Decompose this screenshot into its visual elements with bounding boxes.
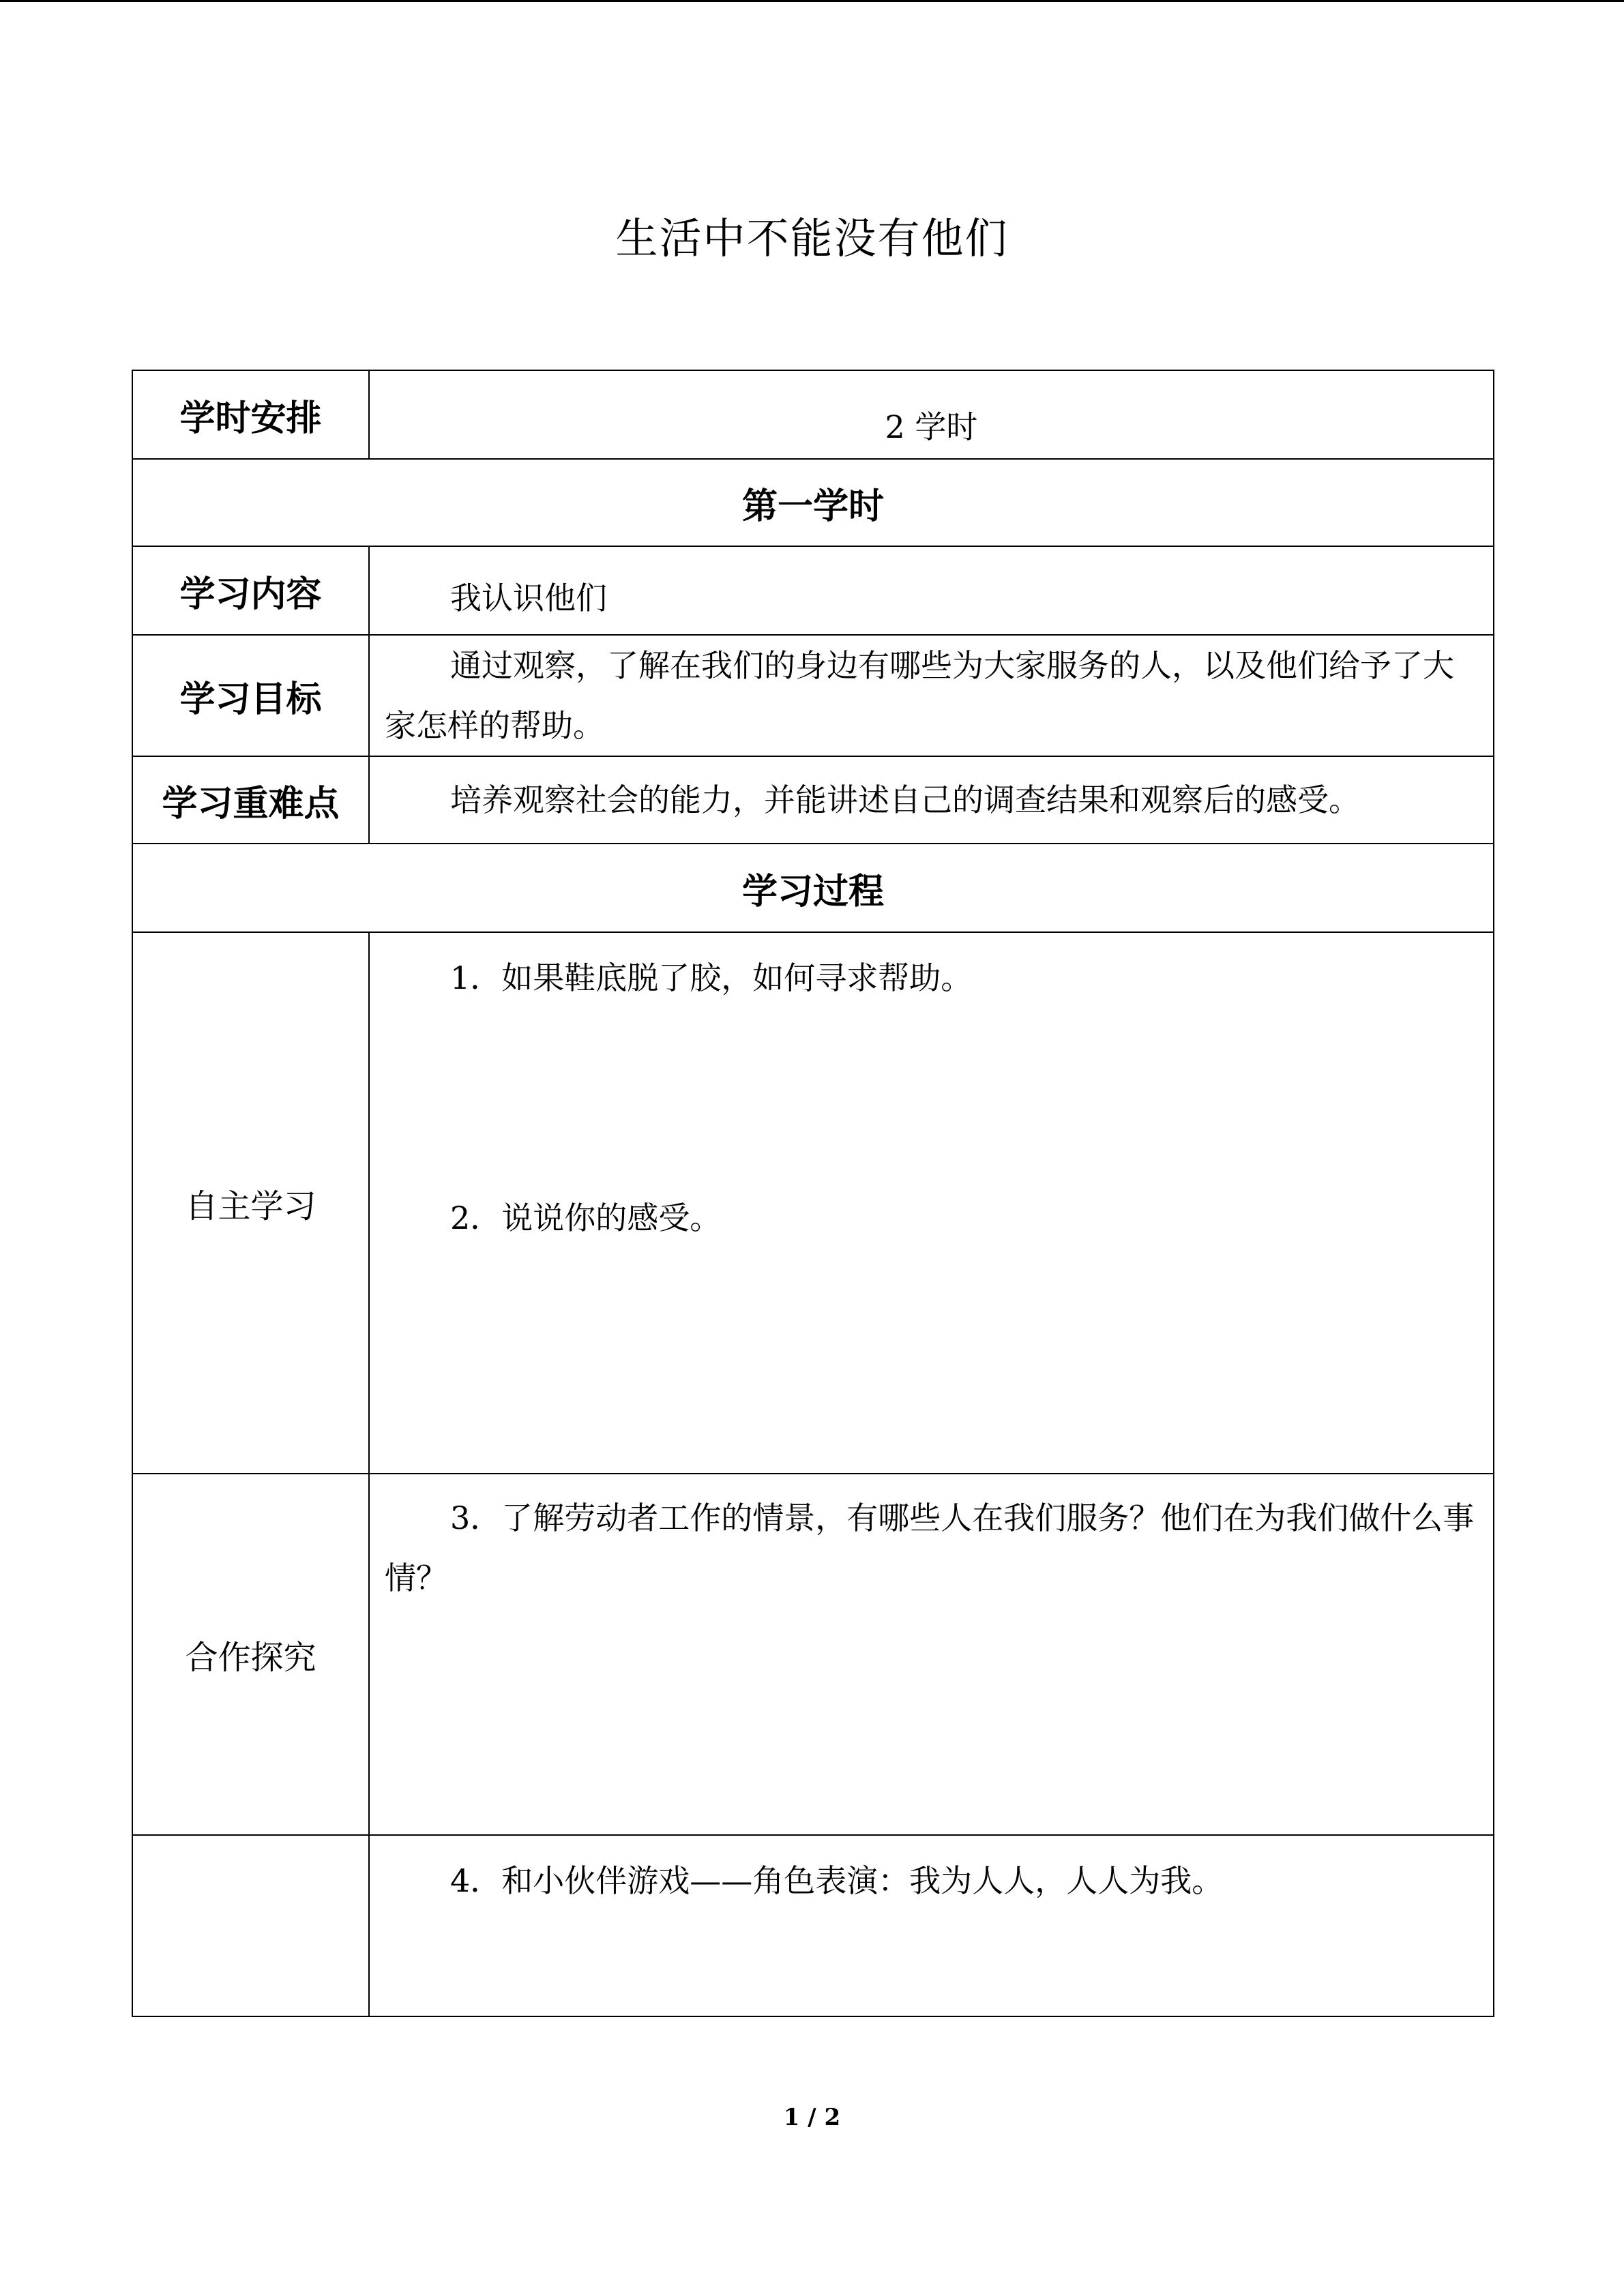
self-study-question-1: 1．如果鞋底脱了胶，如何寻求帮助。 bbox=[450, 959, 973, 996]
role-play-content bbox=[369, 1835, 1494, 2016]
self-study-label: 自主学习 bbox=[132, 932, 369, 1474]
table-row-process-header bbox=[132, 844, 1494, 932]
table-row-cooperation bbox=[132, 1474, 1494, 1835]
key-points-label: 学习重难点 bbox=[132, 756, 369, 844]
cooperation-question-3: 3．了解劳动者工作的情景，有哪些人在我们服务？他们在为我们做什么事情？ bbox=[385, 1500, 1475, 1596]
table-row-content bbox=[132, 546, 1494, 635]
content-value: 我认识他们 bbox=[369, 546, 1494, 635]
table-row-self-study bbox=[132, 932, 1494, 1474]
self-study-question-2: 2．说说你的感受。 bbox=[450, 1199, 722, 1236]
cooperation-content bbox=[369, 1474, 1494, 1835]
table-row-role-play bbox=[132, 1835, 1494, 2016]
lesson-header: 第一学时 bbox=[132, 459, 1494, 546]
schedule-label: 学时安排 bbox=[132, 370, 369, 459]
role-play-label bbox=[132, 1835, 369, 2016]
process-header: 学习过程 bbox=[132, 844, 1494, 932]
goal-label: 学习目标 bbox=[132, 635, 369, 756]
table-row-schedule bbox=[132, 370, 1494, 459]
self-study-content bbox=[369, 932, 1494, 1474]
goal-value: 通过观察，了解在我们的身边有哪些为大家服务的人，以及他们给予了大家怎样的帮助。 bbox=[369, 635, 1494, 756]
table-row-goal bbox=[132, 635, 1494, 756]
cooperation-label: 合作探究 bbox=[132, 1474, 369, 1835]
table-row-key-points bbox=[132, 756, 1494, 844]
content-label: 学习内容 bbox=[132, 546, 369, 635]
role-play-question-4: 4．和小伙伴游戏——角色表演：我为人人，人人为我。 bbox=[450, 1862, 1224, 1899]
schedule-value: 2 学时 bbox=[369, 370, 1494, 459]
lesson-plan-table bbox=[132, 370, 1494, 2017]
table-row-lesson-header bbox=[132, 459, 1494, 546]
page-number: 1 / 2 bbox=[783, 2104, 841, 2131]
page-title: 生活中不能没有他们 bbox=[615, 213, 1009, 263]
top-border-line bbox=[0, 0, 1624, 2]
key-points-value: 培养观察社会的能力，并能讲述自己的调查结果和观察后的感受。 bbox=[369, 756, 1494, 844]
